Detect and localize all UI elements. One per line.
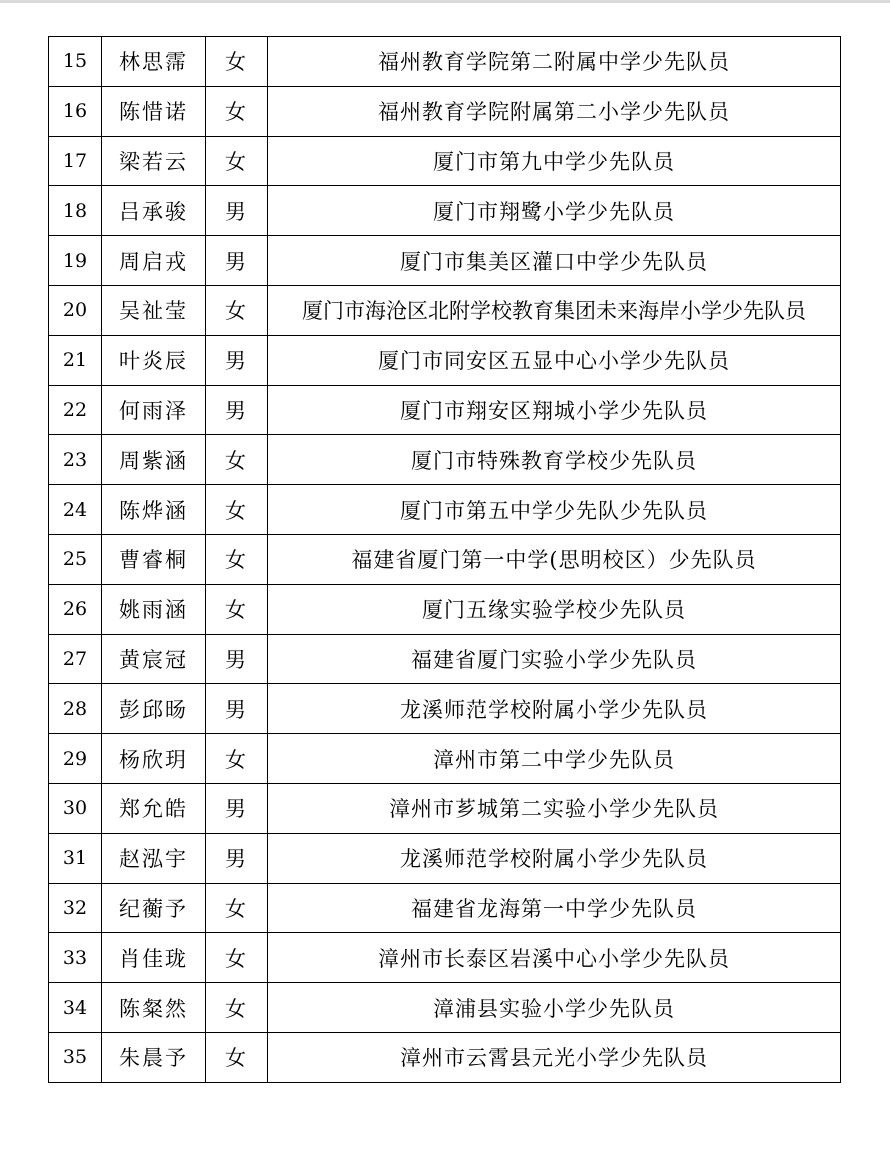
member-name: 黄宸冠 [102,634,206,684]
row-number: 32 [49,883,102,933]
member-name: 吕承骏 [102,186,206,236]
member-gender: 女 [206,86,268,136]
row-number: 27 [49,634,102,684]
member-unit: 漳州市长泰区岩溪中心小学少先队员 [268,933,841,983]
page-top-border [0,0,890,3]
table-row [49,485,841,535]
table-row [49,783,841,833]
table-row [49,983,841,1033]
member-name: 叶炎辰 [102,335,206,385]
member-gender: 女 [206,534,268,584]
member-name: 陈烨涵 [102,485,206,535]
member-name: 彭邱旸 [102,684,206,734]
member-unit: 厦门市第九中学少先队员 [268,136,841,186]
table-row [49,37,841,87]
member-gender: 男 [206,335,268,385]
member-unit: 龙溪师范学校附属小学少先队员 [268,833,841,883]
table-row [49,933,841,983]
table-row [49,1032,841,1082]
member-gender: 男 [206,236,268,286]
row-number: 30 [49,783,102,833]
member-gender: 女 [206,883,268,933]
row-number: 29 [49,734,102,784]
row-number: 28 [49,684,102,734]
member-gender: 女 [206,285,268,335]
member-name: 吴祉莹 [102,285,206,335]
table-row [49,435,841,485]
table-row [49,236,841,286]
row-number: 33 [49,933,102,983]
member-gender: 女 [206,136,268,186]
member-name: 周启戎 [102,236,206,286]
member-name: 陈粲然 [102,983,206,1033]
member-unit: 厦门市同安区五显中心小学少先队员 [268,335,841,385]
member-gender: 女 [206,983,268,1033]
table-row [49,285,841,335]
row-number: 34 [49,983,102,1033]
row-number: 20 [49,285,102,335]
row-number: 26 [49,584,102,634]
row-number: 19 [49,236,102,286]
member-gender: 男 [206,684,268,734]
member-unit: 福州教育学院第二附属中学少先队员 [268,37,841,87]
row-number: 24 [49,485,102,535]
row-number: 17 [49,136,102,186]
member-unit: 福建省厦门实验小学少先队员 [268,634,841,684]
member-name: 周紫涵 [102,435,206,485]
member-unit: 厦门市翔鹭小学少先队员 [268,186,841,236]
member-unit: 福建省龙海第一中学少先队员 [268,883,841,933]
member-name: 郑允皓 [102,783,206,833]
table-row [49,833,841,883]
row-number: 22 [49,385,102,435]
member-gender: 女 [206,734,268,784]
member-name: 肖佳珑 [102,933,206,983]
member-name: 赵泓宇 [102,833,206,883]
member-unit: 厦门市翔安区翔城小学少先队员 [268,385,841,435]
member-unit: 厦门市第五中学少先队少先队员 [268,485,841,535]
table-row [49,86,841,136]
table-row [49,684,841,734]
member-unit: 福建省厦门第一中学(思明校区）少先队员 [268,534,841,584]
member-gender: 男 [206,385,268,435]
table-row [49,385,841,435]
member-name: 何雨泽 [102,385,206,435]
member-name: 杨欣玥 [102,734,206,784]
member-gender: 女 [206,37,268,87]
member-unit: 厦门市海沧区北附学校教育集团未来海岸小学少先队员 [268,285,841,335]
table-row [49,634,841,684]
member-unit: 漳州市芗城第二实验小学少先队员 [268,783,841,833]
table-row [49,136,841,186]
member-unit: 漳州市云霄县元光小学少先队员 [268,1032,841,1082]
member-gender: 女 [206,485,268,535]
member-unit: 厦门五缘实验学校少先队员 [268,584,841,634]
row-number: 16 [49,86,102,136]
table-row [49,584,841,634]
member-gender: 女 [206,933,268,983]
row-number: 18 [49,186,102,236]
member-gender: 男 [206,634,268,684]
member-unit: 漳浦县实验小学少先队员 [268,983,841,1033]
member-name: 陈惜诺 [102,86,206,136]
table-row [49,883,841,933]
row-number: 35 [49,1032,102,1082]
member-unit: 厦门市集美区灌口中学少先队员 [268,236,841,286]
table-row [49,186,841,236]
member-name: 林思霈 [102,37,206,87]
row-number: 21 [49,335,102,385]
member-unit: 漳州市第二中学少先队员 [268,734,841,784]
member-name: 朱晨予 [102,1032,206,1082]
table-row [49,534,841,584]
table-row [49,734,841,784]
member-name: 梁若云 [102,136,206,186]
member-name: 曹睿桐 [102,534,206,584]
member-gender: 女 [206,584,268,634]
member-gender: 男 [206,186,268,236]
member-unit: 福州教育学院附属第二小学少先队员 [268,86,841,136]
member-gender: 男 [206,833,268,883]
member-name: 纪蘅予 [102,883,206,933]
roster-table [48,36,841,1083]
member-name: 姚雨涵 [102,584,206,634]
row-number: 31 [49,833,102,883]
row-number: 15 [49,37,102,87]
member-gender: 女 [206,435,268,485]
roster-table-body [49,37,841,1083]
member-gender: 女 [206,1032,268,1082]
member-gender: 男 [206,783,268,833]
member-unit: 厦门市特殊教育学校少先队员 [268,435,841,485]
row-number: 23 [49,435,102,485]
table-row [49,335,841,385]
member-unit: 龙溪师范学校附属小学少先队员 [268,684,841,734]
row-number: 25 [49,534,102,584]
